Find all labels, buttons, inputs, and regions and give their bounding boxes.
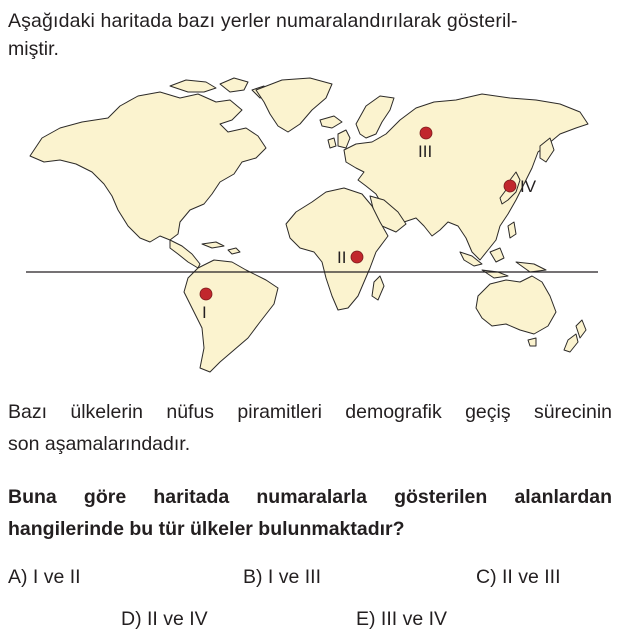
option-b[interactable]: B) I ve III [243, 566, 322, 588]
option-a[interactable]: A) I ve II [8, 566, 81, 588]
marker-iv-label: IV [520, 177, 537, 196]
madagascar [372, 276, 384, 300]
statement-text [8, 396, 612, 460]
question-line-1: Buna göre haritada numaralarla gösterilen alanlardan [8, 486, 612, 508]
option-d[interactable]: D) II ve IV [121, 608, 208, 630]
south-america [184, 260, 278, 372]
answer-options [0, 562, 620, 638]
intro-line-1: Aşağıdaki haritada bazı yerler numaralandırılarak gösteril- [8, 10, 518, 32]
statement-line-1: Bazı ülkelerin nüfus piramitleri demografik geçiş sürecinin [8, 401, 612, 423]
tasmania [528, 338, 536, 346]
marker-iii-dot[interactable] [420, 127, 432, 139]
statement-line-2: son aşamalarındadır. [8, 433, 191, 455]
option-e[interactable]: E) III ve IV [356, 608, 448, 630]
north-america [30, 92, 266, 242]
marker-ii-dot[interactable] [351, 251, 363, 263]
british-isles [328, 130, 350, 148]
marker-i-dot[interactable] [200, 288, 212, 300]
marker-iv-dot[interactable] [504, 180, 516, 192]
world-map-svg [20, 76, 610, 376]
option-c[interactable]: C) II ve III [476, 566, 561, 588]
marker-i-label: I [202, 303, 207, 322]
world-map [20, 76, 610, 376]
greenland [256, 78, 332, 132]
caribbean [202, 242, 240, 254]
new-zealand [564, 320, 586, 352]
marker-iii-label: III [418, 142, 433, 161]
marker-ii-label: II [337, 248, 347, 267]
intro-line-2: miştir. [8, 38, 59, 60]
central-america [170, 240, 200, 268]
question-line-2: hangilerinde bu tür ülkeler bulunmaktadır? [8, 518, 405, 540]
australia [476, 276, 556, 334]
question-text [8, 481, 612, 545]
arctic-islands [170, 78, 270, 98]
intro-text [8, 7, 612, 63]
iceland [320, 116, 342, 128]
